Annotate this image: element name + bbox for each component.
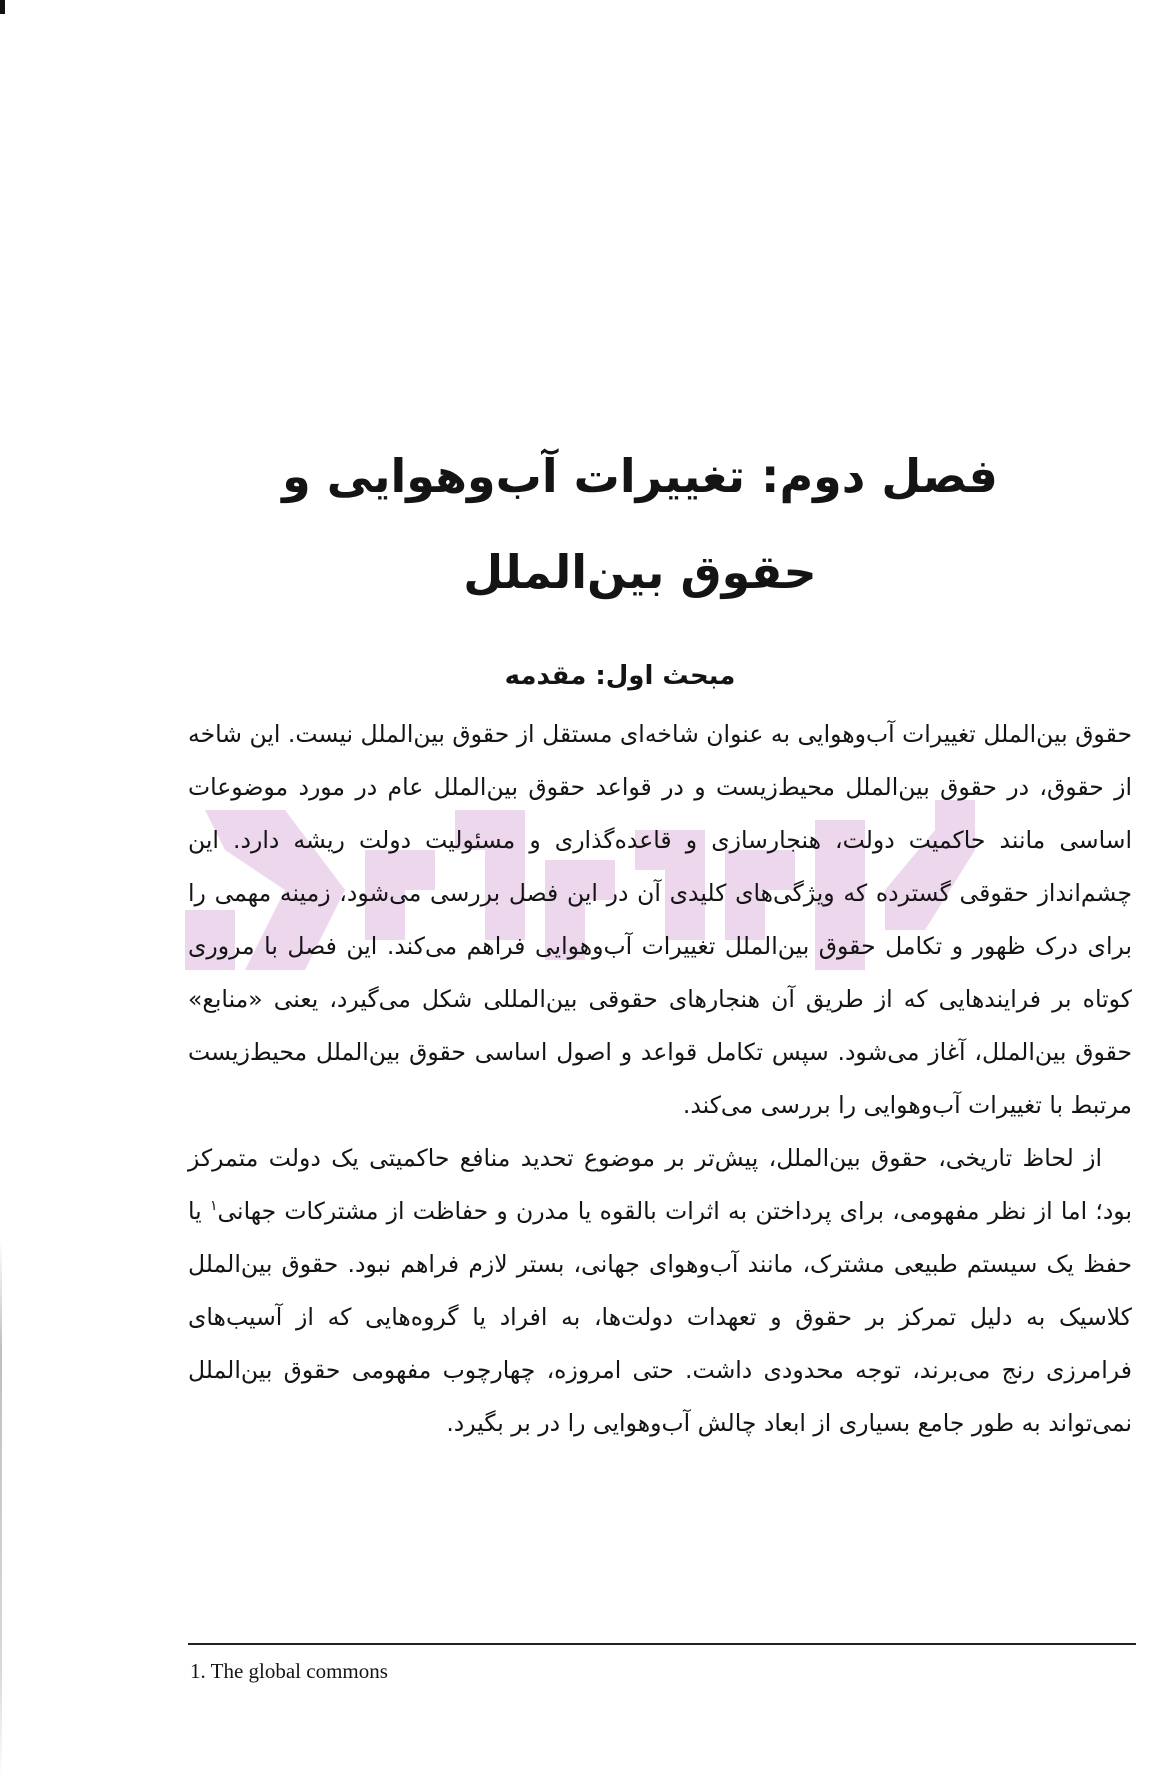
body-text xyxy=(188,708,1132,1450)
paragraph-2-part-2: یا حفظ یک سیستم طبیعی مشترک، مانند آب‌وهوای جهانی، بستر لازم فراهم نبود. حقوق بین‌الملل کلاسیک به دلیل تمرکز بر حقوق و تعهدات دولت‌ها، به افراد یا گروه‌هایی که از آسیب‌های فرامرزی رنج می‌برند، توجه محدودی داشت. حتی امروزه، چهارچوب مفهومی حقوق بین‌الملل نمی‌تواند به طور جامع بسیاری از ابعاد چالش آب‌وهوایی را در بر بگیرد. xyxy=(188,1197,1132,1437)
section-heading: مبحث اول: مقدمه xyxy=(504,661,736,691)
footnote-reference: ۱ xyxy=(209,1198,218,1215)
scan-edge-shadow xyxy=(0,1240,2,1781)
footnote-divider xyxy=(188,1643,1136,1645)
paragraph-2 xyxy=(188,1132,1132,1450)
scan-corner-mark xyxy=(0,0,5,14)
footnote-1: 1. The global commons xyxy=(190,1659,388,1683)
paragraph-1: حقوق بین‌الملل تغییرات آب‌وهوایی به عنوان شاخه‌ای مستقل از حقوق بین‌الملل نیست. این شاخه از حقوق، در حقوق بین‌الملل محیط‌زیست و در قواعد حقوق بین‌الملل عام در مورد موضوعات اساسی مانند حاکمیت دولت، هنجارسازی و قاعده‌گذاری و مسئولیت دولت ریشه دارد. این چشم‌انداز حقوقی گسترده که ویژگی‌های کلیدی آن در این فصل بررسی می‌شود، زمینه مهمی را برای درک ظهور و تکامل حقوق بین‌الملل تغییرات آب‌وهوایی فراهم می‌کند. این فصل با مروری کوتاه بر فرایندهایی که از طریق آن هنجارهای حقوقی بین‌المللی شکل می‌گیرد، یعنی «منابع» حقوق بین‌الملل، آغاز می‌شود. سپس تکامل قواعد و اصول اساسی حقوق بین‌الملل محیط‌زیست مرتبط با تغییرات آب‌وهوایی را بررسی می‌کند. xyxy=(188,720,1132,1119)
paragraph-2-part-1: از لحاظ تاریخی، حقوق بین‌الملل، پیش‌تر بر موضوع تحدید منافع حاکمیتی یک دولت متمرکز بود؛ اما از نظر مفهومی، برای پرداختن به اثرات بالقوه یا مدرن و حفاظت از مشترکات جهانی xyxy=(188,1144,1132,1225)
chapter-title: فصل دوم: تغییرات آب‌وهوایی و حقوق بین‌الملل xyxy=(282,449,998,599)
